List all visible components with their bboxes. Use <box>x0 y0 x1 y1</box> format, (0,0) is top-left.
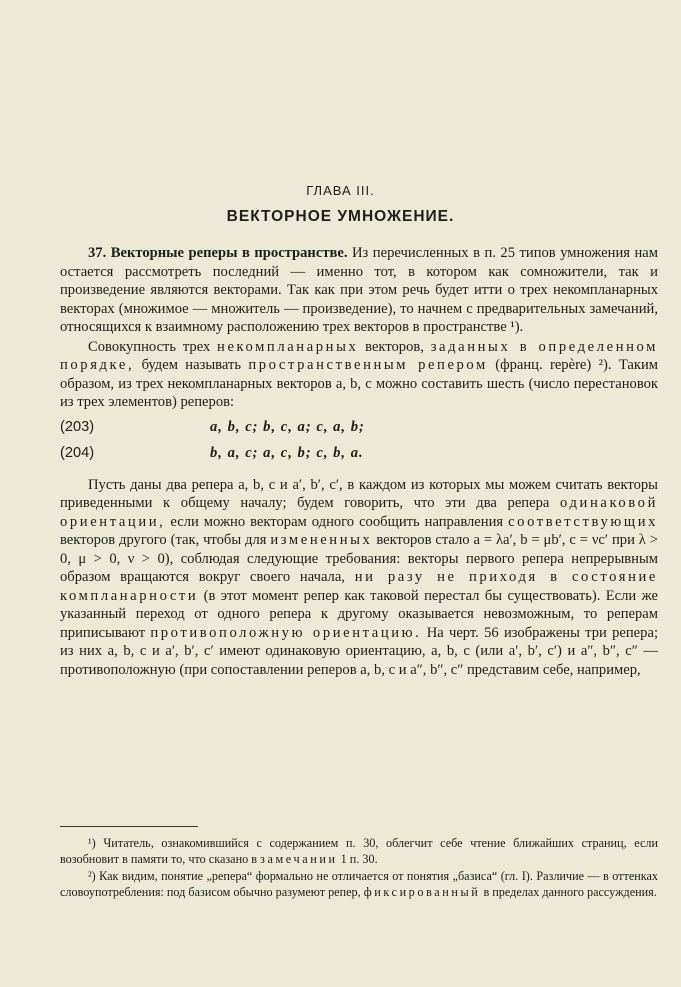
paragraph-2 <box>60 338 658 412</box>
section-heading: 37. Векторные реперы в пространстве. <box>88 245 348 261</box>
p3-part-c: векторов другого (так, чтобы для <box>60 532 267 548</box>
paragraph-1-text: Из перечисленных в п. 25 типов умножения нам остается рассмотреть последний — именно тот, в котором как сомножители, так и произведение являются векторами. Так как при этом речь будет итти о трех некомпланарных векторах (множимое — множитель — произведение), то начнем с предварительных замечаний, относящихся к взаимному расположению трех векторов в пространстве ¹). <box>60 245 658 335</box>
main-text <box>60 244 658 679</box>
footnote-2-emphasis: фиксированный <box>363 884 481 899</box>
p3-part-f: На черт. 56 изображены три репера; из них a, b, c и a′, b′, c′ имеют одинаковую ориентацию, a, b, c (или a′, b′, c′) и a″, b″, c″ — противоположную (при сопоставлении реперов a, b, c и a″, b″, c″ представим себе, например, <box>60 624 658 678</box>
p2-emphasis-1: некомпланарных <box>217 338 359 355</box>
formula-204 <box>60 444 658 466</box>
footnote-1-emphasis: замечании <box>260 851 338 866</box>
p2-part-d: (франц. repère) ²). Таким образом, из трех некомпланарных векторов a, b, c можно составить шесть (число перестановок из трех элементов) реперов: <box>60 357 659 410</box>
p2-emphasis-2: заданных в определенном порядке, <box>60 338 658 373</box>
chapter-title: ВЕКТОРНОЕ УМНОЖЕНИЕ. <box>226 208 455 225</box>
formula-expression: a, b, c; b, c, a; c, a, b; <box>210 418 365 435</box>
p2-part-b: векторов, <box>365 338 424 355</box>
formula-203 <box>60 418 658 440</box>
p2-emphasis-3: пространственным репером <box>248 357 488 373</box>
p3-part-d: векторов стало a = λa′, b = μb′, c = νc′ при λ > 0, μ > 0, ν > 0), соблюдая следующие требования: векторы первого репера непрерывным образом вращаются вокруг своего начала, <box>60 532 658 585</box>
p3-part-a: Пусть даны два репера a, b, c и a′, b′, c′, в каждом из которых мы можем считать векторы приведенными к общему началу; будем говорить, что эти два репера <box>60 476 658 511</box>
footnote-1 <box>60 836 658 867</box>
p3-emphasis-1: одинаковой ориентации, <box>60 495 658 530</box>
formula-number: (204) <box>60 444 95 461</box>
p2-part-a: Совокупность трех <box>88 338 211 355</box>
footnotes <box>60 836 658 902</box>
footnote-divider <box>60 826 198 827</box>
footnote-1-text-b: 1 п. 30. <box>340 851 378 866</box>
p3-part-b: если можно векторам одного сообщить направления <box>170 513 504 530</box>
p3-emphasis-3: измененных <box>270 532 373 548</box>
formula-number: (203) <box>60 418 95 435</box>
p3-part-e: (в этот момент репер как таковой перестал бы существовать). Если же указанный переход от одного репера к другому оказывается невозможным, то реперам приписывают <box>60 587 658 641</box>
chapter-label: ГЛАВА III. <box>306 183 375 198</box>
p3-emphasis-2: соответствующих <box>508 513 658 530</box>
footnote-2-text-b: в пределах данного рассуждения. <box>483 884 657 899</box>
footnote-2 <box>60 869 658 900</box>
p2-part-c: будем называть <box>141 357 241 373</box>
footnote-2-text-a: ²) Как видим, понятие „репера“ формально не отличается от понятия „базиса“ (гл. I). Различие — в оттенках словоупотребления: под базисом обычно разумеют репер, <box>60 869 658 899</box>
formula-expression: b, a, c; a, c, b; c, b, a. <box>210 444 364 461</box>
paragraph-1 <box>60 244 658 337</box>
p3-emphasis-5: противоположную ориентацию. <box>150 624 422 641</box>
paragraph-3 <box>60 476 658 680</box>
footnote-1-text-a: ¹) Читатель, ознакомившийся с содержанием п. 30, облегчит себе чтение ближайших страниц, если возобновит в памяти то, что сказано в <box>60 836 658 866</box>
p3-emphasis-4: ни разу не приходя в состояние компланарности <box>60 569 658 604</box>
